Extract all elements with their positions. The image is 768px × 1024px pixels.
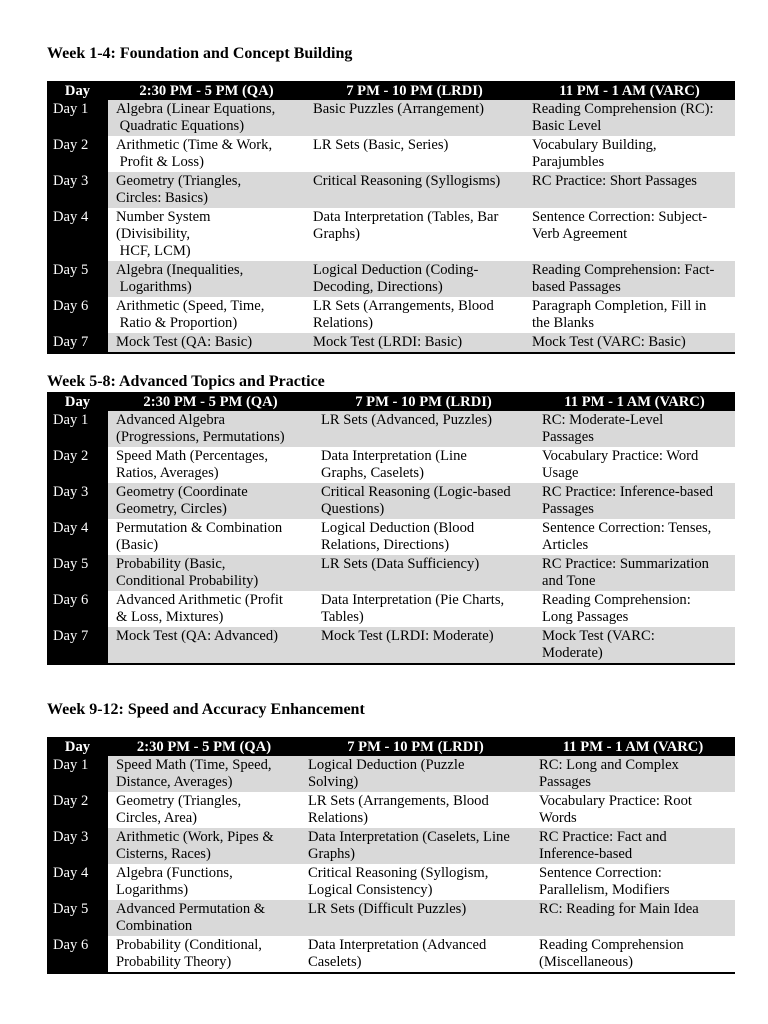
lrdi-cell: LR Sets (Advanced, Puzzles) — [313, 411, 534, 447]
qa-cell: Permutation & Combination (Basic) — [108, 519, 313, 555]
lrdi-cell: Logical Deduction (Coding- Decoding, Directions) — [305, 261, 524, 297]
table-row — [47, 792, 735, 828]
column-header-qa: 2:30 PM - 5 PM (QA) — [108, 737, 300, 756]
table-row — [47, 828, 735, 864]
qa-cell: Advanced Algebra (Progressions, Permutations) — [108, 411, 313, 447]
qa-cell: Geometry (Coordinate Geometry, Circles) — [108, 483, 313, 519]
day-cell: Day 4 — [47, 864, 108, 900]
day-cell: Day 4 — [47, 208, 108, 261]
lrdi-cell: Data Interpretation (Tables, Bar Graphs) — [305, 208, 524, 261]
varc-cell: Reading Comprehension (RC): Basic Level — [524, 100, 735, 136]
lrdi-cell: LR Sets (Difficult Puzzles) — [300, 900, 531, 936]
table-header-row — [47, 392, 735, 411]
qa-cell: Algebra (Functions, Logarithms) — [108, 864, 300, 900]
week-9-12-section — [47, 700, 735, 974]
varc-cell: RC Practice: Summarization and Tone — [534, 555, 735, 591]
column-header-varc: 11 PM - 1 AM (VARC) — [531, 737, 735, 756]
day-cell: Day 1 — [47, 756, 108, 792]
qa-cell: Algebra (Inequalities, Logarithms) — [108, 261, 305, 297]
lrdi-cell: Logical Deduction (Puzzle Solving) — [300, 756, 531, 792]
varc-cell: Paragraph Completion, Fill in the Blanks — [524, 297, 735, 333]
varc-cell: RC Practice: Short Passages — [524, 172, 735, 208]
day-cell: Day 6 — [47, 936, 108, 973]
column-header-day: Day — [47, 392, 108, 411]
table-row — [47, 519, 735, 555]
day-cell: Day 3 — [47, 483, 108, 519]
varc-cell: Sentence Correction: Subject- Verb Agreement — [524, 208, 735, 261]
day-cell: Day 3 — [47, 828, 108, 864]
varc-cell: RC Practice: Inference-based Passages — [534, 483, 735, 519]
day-cell: Day 2 — [47, 136, 108, 172]
qa-cell: Arithmetic (Work, Pipes & Cisterns, Races) — [108, 828, 300, 864]
table-row — [47, 411, 735, 447]
table-row — [47, 100, 735, 136]
day-cell: Day 6 — [47, 297, 108, 333]
varc-cell: Sentence Correction: Parallelism, Modifiers — [531, 864, 735, 900]
day-cell: Day 3 — [47, 172, 108, 208]
column-header-lrdi: 7 PM - 10 PM (LRDI) — [313, 392, 534, 411]
table-row — [47, 900, 735, 936]
table-header-row — [47, 737, 735, 756]
column-header-lrdi: 7 PM - 10 PM (LRDI) — [300, 737, 531, 756]
table-row — [47, 555, 735, 591]
table-row — [47, 297, 735, 333]
varc-cell: Vocabulary Practice: Root Words — [531, 792, 735, 828]
qa-cell: Arithmetic (Time & Work, Profit & Loss) — [108, 136, 305, 172]
section-heading: Week 5-8: Advanced Topics and Practice — [47, 373, 325, 390]
day-cell: Day 7 — [47, 333, 108, 353]
qa-cell: Arithmetic (Speed, Time, Ratio & Proportion) — [108, 297, 305, 333]
qa-cell: Speed Math (Percentages, Ratios, Averages) — [108, 447, 313, 483]
varc-cell: Mock Test (VARC: Moderate) — [534, 627, 735, 664]
qa-cell: Speed Math (Time, Speed, Distance, Averages) — [108, 756, 300, 792]
lrdi-cell: Data Interpretation (Advanced Caselets) — [300, 936, 531, 973]
qa-cell: Geometry (Triangles, Circles: Basics) — [108, 172, 305, 208]
day-cell: Day 5 — [47, 900, 108, 936]
lrdi-cell: Critical Reasoning (Syllogism, Logical Consistency) — [300, 864, 531, 900]
schedule-table — [47, 392, 735, 665]
lrdi-cell: Mock Test (LRDI: Basic) — [305, 333, 524, 353]
table-row — [47, 627, 735, 664]
day-cell: Day 2 — [47, 447, 108, 483]
varc-cell: RC: Long and Complex Passages — [531, 756, 735, 792]
column-header-day: Day — [47, 81, 108, 100]
table-row — [47, 936, 735, 973]
table-row — [47, 208, 735, 261]
varc-cell: Reading Comprehension: Fact- based Passages — [524, 261, 735, 297]
qa-cell: Number System (Divisibility, HCF, LCM) — [108, 208, 305, 261]
lrdi-cell: Data Interpretation (Line Graphs, Caselets) — [313, 447, 534, 483]
varc-cell: Vocabulary Building, Parajumbles — [524, 136, 735, 172]
table-row — [47, 261, 735, 297]
varc-cell: Mock Test (VARC: Basic) — [524, 333, 735, 353]
varc-cell: RC: Reading for Main Idea — [531, 900, 735, 936]
column-header-day: Day — [47, 737, 108, 756]
varc-cell: Vocabulary Practice: Word Usage — [534, 447, 735, 483]
qa-cell: Advanced Arithmetic (Profit & Loss, Mixtures) — [108, 591, 313, 627]
column-header-varc: 11 PM - 1 AM (VARC) — [534, 392, 735, 411]
day-cell: Day 1 — [47, 100, 108, 136]
schedule-table — [47, 737, 735, 974]
column-header-lrdi: 7 PM - 10 PM (LRDI) — [305, 81, 524, 100]
column-header-varc: 11 PM - 1 AM (VARC) — [524, 81, 735, 100]
table-row — [47, 756, 735, 792]
varc-cell: Sentence Correction: Tenses, Articles — [534, 519, 735, 555]
qa-cell: Mock Test (QA: Basic) — [108, 333, 305, 353]
lrdi-cell: LR Sets (Arrangements, Blood Relations) — [300, 792, 531, 828]
lrdi-cell: Basic Puzzles (Arrangement) — [305, 100, 524, 136]
section-heading: Week 9-12: Speed and Accuracy Enhancement — [47, 701, 365, 718]
qa-cell: Advanced Permutation & Combination — [108, 900, 300, 936]
column-header-qa: 2:30 PM - 5 PM (QA) — [108, 81, 305, 100]
qa-cell: Probability (Basic, Conditional Probability) — [108, 555, 313, 591]
day-cell: Day 7 — [47, 627, 108, 664]
qa-cell: Probability (Conditional, Probability Theory) — [108, 936, 300, 973]
day-cell: Day 5 — [47, 555, 108, 591]
day-cell: Day 2 — [47, 792, 108, 828]
lrdi-cell: Mock Test (LRDI: Moderate) — [313, 627, 534, 664]
varc-cell: Reading Comprehension (Miscellaneous) — [531, 936, 735, 973]
lrdi-cell: Critical Reasoning (Syllogisms) — [305, 172, 524, 208]
table-row — [47, 447, 735, 483]
lrdi-cell: Logical Deduction (Blood Relations, Directions) — [313, 519, 534, 555]
table-header-row — [47, 81, 735, 100]
day-cell: Day 6 — [47, 591, 108, 627]
varc-cell: Reading Comprehension: Long Passages — [534, 591, 735, 627]
lrdi-cell: Critical Reasoning (Logic-based Questions) — [313, 483, 534, 519]
day-cell: Day 5 — [47, 261, 108, 297]
column-header-qa: 2:30 PM - 5 PM (QA) — [108, 392, 313, 411]
varc-cell: RC: Moderate-Level Passages — [534, 411, 735, 447]
lrdi-cell: LR Sets (Arrangements, Blood Relations) — [305, 297, 524, 333]
section-heading: Week 1-4: Foundation and Concept Building — [47, 45, 353, 62]
lrdi-cell: LR Sets (Basic, Series) — [305, 136, 524, 172]
schedule-table — [47, 81, 735, 354]
week-1-4-section — [47, 44, 735, 354]
qa-cell: Algebra (Linear Equations, Quadratic Equations) — [108, 100, 305, 136]
table-row — [47, 172, 735, 208]
table-row — [47, 333, 735, 353]
lrdi-cell: Data Interpretation (Caselets, Line Graphs) — [300, 828, 531, 864]
lrdi-cell: LR Sets (Data Sufficiency) — [313, 555, 534, 591]
qa-cell: Mock Test (QA: Advanced) — [108, 627, 313, 664]
table-row — [47, 591, 735, 627]
day-cell: Day 1 — [47, 411, 108, 447]
table-row — [47, 483, 735, 519]
qa-cell: Geometry (Triangles, Circles, Area) — [108, 792, 300, 828]
day-cell: Day 4 — [47, 519, 108, 555]
table-row — [47, 136, 735, 172]
lrdi-cell: Data Interpretation (Pie Charts, Tables) — [313, 591, 534, 627]
table-row — [47, 864, 735, 900]
week-5-8-section — [47, 372, 735, 665]
varc-cell: RC Practice: Fact and Inference-based — [531, 828, 735, 864]
